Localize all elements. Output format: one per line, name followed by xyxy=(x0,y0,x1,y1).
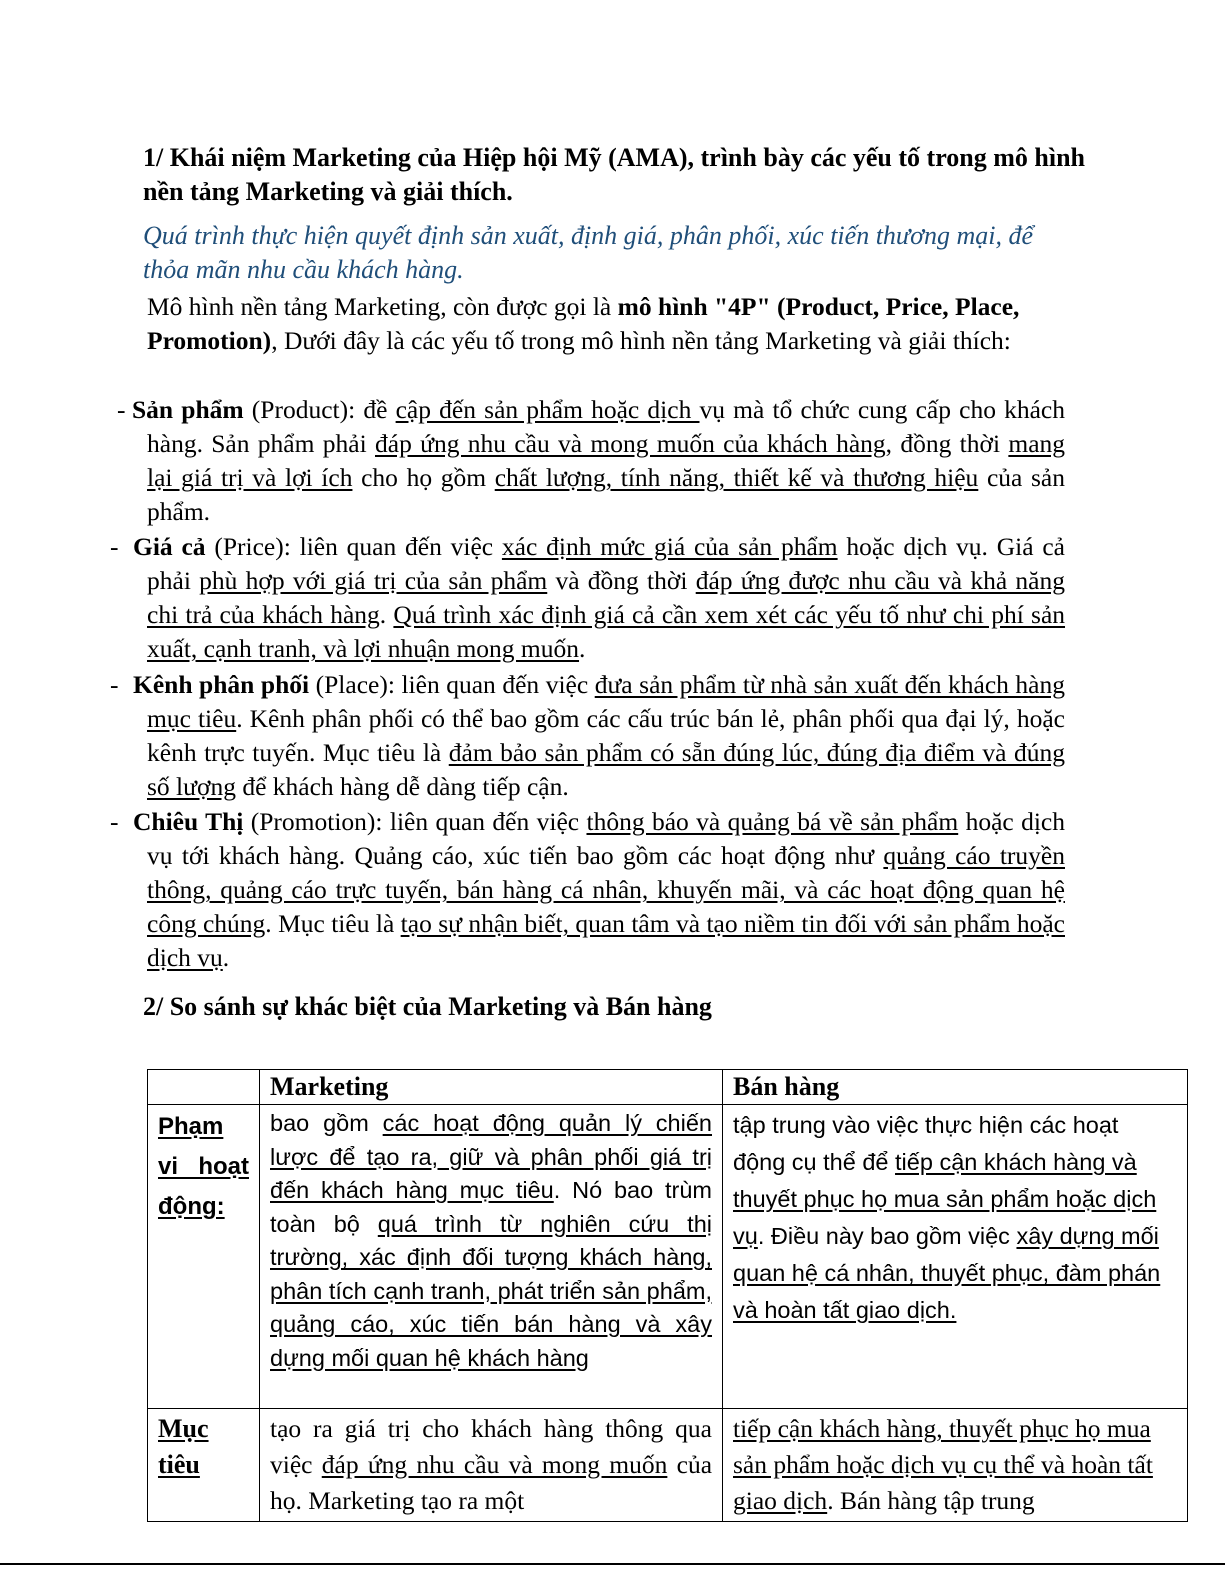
page-bottom-rule xyxy=(0,1563,1225,1565)
item-underlined: Quá trình xác định giá cả cần xem xét các yếu tố như chi phí sản xuất, cạnh tranh, và lợi nhuận mong muốn xyxy=(147,600,1066,663)
item-underlined: đáp ứng nhu cầu và mong muốn của khách hàng xyxy=(375,429,886,458)
cell-underlined: đáp ứng nhu cầu và mong muốn xyxy=(321,1450,668,1479)
item-text: để khách hàng dễ dàng tiếp cận. xyxy=(235,772,569,801)
column-header-marketing: Marketing xyxy=(260,1070,723,1105)
item-term: Kênh phân phối xyxy=(133,670,310,699)
item-place xyxy=(133,668,1065,804)
cell-text: của họ. Marketing tạo ra một xyxy=(270,1450,713,1515)
cell-marketing-scope xyxy=(260,1105,723,1409)
cell-sales-scope xyxy=(723,1105,1188,1409)
comparison-table xyxy=(147,1069,1188,1522)
item-underlined: phù hợp với giá trị của sản phẩm xyxy=(199,566,548,595)
item-underlined: đưa sản phẩm từ nhà sản xuất đến khách hàng mục tiêu xyxy=(147,670,1065,733)
cell-underlined: tiếp cận khách hàng và thuyết phục họ mua sản phẩm hoặc dịch vụ xyxy=(733,1149,1157,1249)
cell-text: tập trung vào việc thực hiện các hoạt động cụ thể để xyxy=(733,1112,1119,1175)
section-1-heading: 1/ Khái niệm Marketing của Hiệp hội Mỹ (AMA), trình bày các yếu tố trong mô hình nền tảng Marketing và giải thích. xyxy=(143,143,1086,206)
item-text: . xyxy=(379,600,394,629)
item-promotion xyxy=(133,805,1065,975)
item-product xyxy=(132,393,1066,529)
table-corner-cell xyxy=(148,1070,260,1105)
intro-text-c: , Dưới đây là các yếu tố trong mô hình nền tảng Marketing và giải thích: xyxy=(271,326,1011,355)
row-label-scope: Phạm vi hoạt động: xyxy=(148,1105,260,1409)
item-text: . xyxy=(579,634,586,663)
item-text: . xyxy=(222,943,230,972)
table-row xyxy=(148,1105,1188,1409)
item-underlined: đảm bảo sản phẩm có sẵn đúng lúc, đúng địa điểm và đúng số lượng xyxy=(147,738,1065,801)
item-underlined: xác định mức giá của sản phẩm xyxy=(501,532,838,561)
cell-text: bao gồm xyxy=(270,1110,383,1136)
item-text: (Place): liên quan đến việc xyxy=(309,670,595,699)
item-underlined: chất lượng, tính năng, thiết kế và thương hiệu xyxy=(494,463,979,492)
item-text: (Promotion): liên quan đến việc xyxy=(243,807,587,836)
cell-underlined: tiếp cận khách hàng, thuyết phục họ mua sản phẩm hoặc dịch vụ cụ thể và hoàn tất giao dịch xyxy=(733,1414,1153,1515)
item-text: của sản phẩm. xyxy=(147,463,1065,526)
item-term: Sản phẩm xyxy=(132,395,244,424)
cell-text: . Bán hàng tập trung xyxy=(827,1486,1035,1515)
item-text: (Price): liên quan đến việc xyxy=(205,532,502,561)
item-text: . Mục tiêu là xyxy=(265,909,401,938)
item-underlined: quảng cáo truyền thông, quảng cáo trực tuyến, bán hàng cá nhân, khuyến mãi, và các hoạt động quan hệ công chúng xyxy=(147,841,1065,938)
item-underlined: mang lại giá trị và lợi ích xyxy=(147,429,1066,492)
item-text: và đồng thời xyxy=(547,566,696,595)
column-header-sales: Bán hàng xyxy=(723,1070,1188,1105)
item-text: (Product): đề xyxy=(243,395,396,424)
cell-text: tạo ra giá trị cho khách hàng thông qua việc xyxy=(270,1414,712,1479)
table-row xyxy=(148,1409,1188,1522)
bullet-dash: - xyxy=(117,395,126,424)
bullet-dash: - xyxy=(110,670,119,699)
item-text: hoặc dịch vụ. Giá cả phải xyxy=(147,532,1065,595)
item-term: Chiêu Thị xyxy=(133,807,244,836)
model-intro xyxy=(147,290,1067,358)
cell-text: . Điều này bao gồm việc xyxy=(757,1223,1017,1249)
item-underlined: cập đến sản phẩm hoặc dịch xyxy=(395,395,700,424)
item-text: , đồng thời xyxy=(885,429,1009,458)
item-term: Giá cả xyxy=(133,532,206,561)
cell-sales-goal xyxy=(723,1409,1188,1522)
item-underlined: tạo sự nhận biết, quan tâm và tạo niềm tin đối với sản phẩm hoặc dịch vụ xyxy=(147,909,1065,972)
cell-underlined: xây dựng mối quan hệ cá nhân, thuyết phục, đàm phán và hoàn tất giao dịch. xyxy=(733,1223,1161,1323)
intro-text-a: Mô hình nền tảng Marketing, còn được gọi là xyxy=(147,292,618,321)
item-text: . Kênh phân phối có thể bao gồm các cấu trúc bán lẻ, phân phối qua đại lý, hoặc kênh trực tuyến. Mục tiêu là xyxy=(147,704,1065,767)
cell-underlined: quá trình từ nghiên cứu thị trường, xác định đối tượng khách hàng, phân tích cạnh tranh, phát triển sản phẩm, quảng cáo, xúc tiến bán hàng và xây dựng mối quan hệ khách hàng xyxy=(270,1210,713,1371)
item-underlined: đáp ứng được nhu cầu và khả năng chi trả của khách hàng xyxy=(147,566,1065,629)
cell-text: . Nó bao trùm toàn bộ xyxy=(270,1177,712,1237)
bullet-dash: - xyxy=(110,532,119,561)
cell-marketing-goal xyxy=(260,1409,723,1522)
ama-definition: Quá trình thực hiện quyết định sản xuất, định giá, phân phối, xúc tiến thương mại, để thỏa mãn nhu cầu khách hàng. xyxy=(143,221,1034,284)
section-2-heading: 2/ So sánh sự khác biệt của Marketing và Bán hàng xyxy=(143,992,712,1021)
item-text: hoặc dịch vụ tới khách hàng. Quảng cáo, xúc tiến bao gồm các hoạt động như xyxy=(147,807,1065,870)
cell-underlined: các hoạt động quản lý chiến lược để tạo ra, giữ và phân phối giá trị đến khách hàng mục tiêu xyxy=(270,1110,712,1203)
item-price xyxy=(133,530,1066,666)
item-underlined: thông báo và quảng bá về sản phẩm xyxy=(586,807,959,836)
bullet-dash: - xyxy=(110,807,119,836)
intro-4p-model: mô hình "4P" (Product, Price, Place, Promotion) xyxy=(147,292,1020,355)
item-text: cho họ gồm xyxy=(352,463,495,492)
item-text: vụ mà tổ chức cung cấp cho khách hàng. Sản phẩm phải xyxy=(147,395,1066,458)
table-header-row xyxy=(148,1070,1188,1105)
row-label-goal: Mục tiêu xyxy=(148,1409,260,1522)
